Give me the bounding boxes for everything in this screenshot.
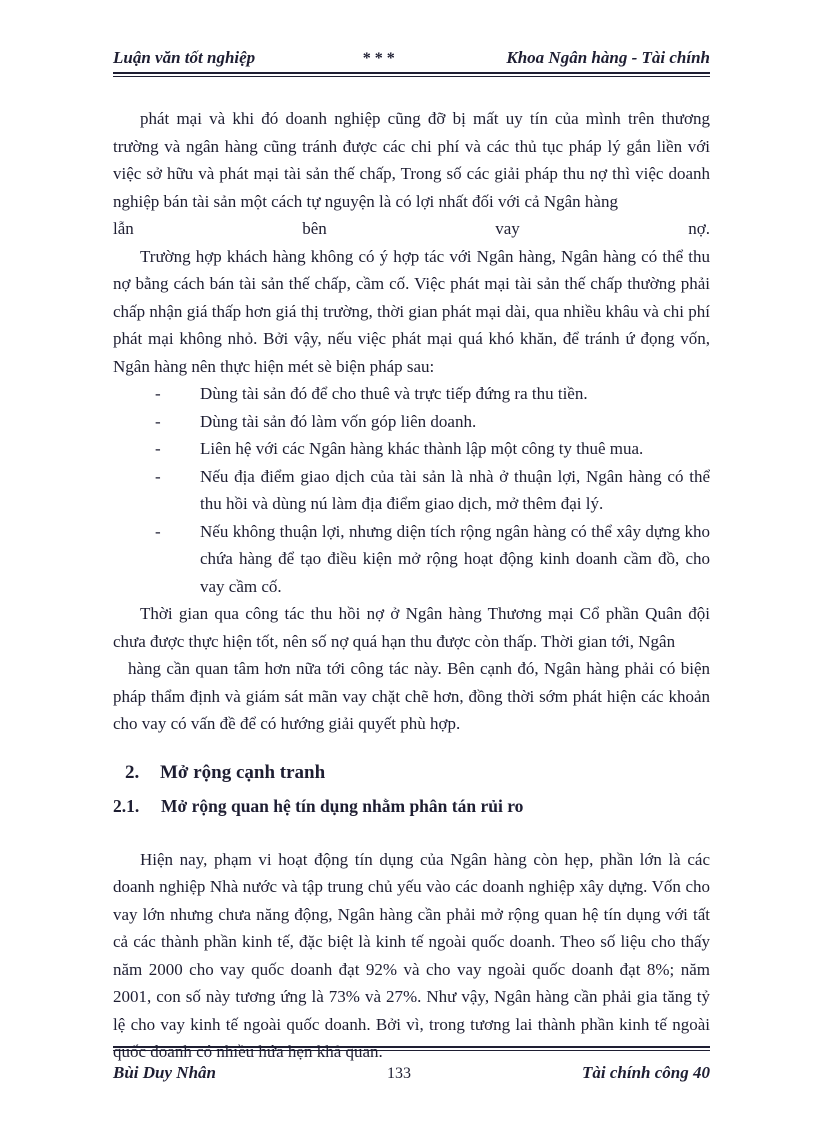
section-heading-2 — [113, 758, 710, 788]
measures-list — [113, 380, 710, 600]
word: vay — [495, 219, 520, 238]
subsection-heading-2-1 — [113, 792, 710, 820]
paragraph-1-justified-last-line — [113, 215, 710, 243]
page-body — [113, 105, 710, 1066]
list-item-text: Dùng tài sản đó để cho thuê và trực tiếp đứng ra thu tiền. — [200, 384, 588, 403]
word: bên — [302, 219, 327, 238]
paragraph-4: Hiện nay, phạm vi hoạt động tín dụng của Ngân hàng còn hẹp, phần lớn là các doanh nghiệp Nhà nước và tập trung chủ yếu vào các doanh nghiệp xây dựng. Vốn cho vay lớn nhưng chưa năng động, Ngân hàng cần phải mở rộng quan hệ tín dụng với tất cả các thành phần kinh tế, đặc biệt là kinh tế ngoài quốc doanh. Theo số liệu cho thấy năm 2000 cho vay quốc doanh đạt 92% và cho vay ngoài quốc doanh đạt 8%; năm 2001, con số này tương ứng là 73% và 27%. Như vậy, Ngân hàng cần phải gia tăng tỷ lệ cho vay kinh tế ngoài quốc doanh. Bởi vì, trong tương lai thành phần kinh tế ngoài quốc doanh có nhiều hứa hẹn khả quan. — [113, 849, 710, 1061]
header-divider — [113, 72, 710, 77]
header-separator: *** — [362, 50, 399, 67]
list-item — [113, 380, 710, 408]
footer-course: Tài chính công 40 — [581, 1063, 710, 1082]
footer-author: Bùi Duy Nhân — [113, 1063, 216, 1082]
list-item-text: Dùng tài sản đó làm vốn góp liên doanh. — [200, 411, 477, 431]
list-item — [113, 518, 710, 601]
header-left-title: Luận văn tốt nghiệp — [113, 48, 256, 67]
list-item — [113, 463, 710, 518]
footer-page-number: 133 — [386, 1065, 411, 1082]
paragraph-3a: Thời gian qua công tác thu hồi nợ ở Ngân hàng Thương mại Cổ phần Quân đội chưa được thực hiện tốt, nên số nợ quá hạn thu được còn thấp. Thời gian tới, Ngân — [113, 604, 710, 651]
page-footer — [113, 1063, 710, 1083]
header-right-title: Khoa Ngân hàng - Tài chính — [506, 48, 710, 67]
footer-divider — [113, 1046, 710, 1051]
section-number: 2. — [125, 761, 140, 783]
word: lẫn — [113, 219, 134, 238]
dash-marker: - — [155, 521, 161, 541]
dash-marker: - — [155, 466, 161, 486]
paragraph-3b: hàng cần quan tâm hơn nữa tới công tác này. Bên cạnh đó, Ngân hàng phải có biện pháp thẩm định và giám sát mãn vay chặt chẽ hơn, đồng thời sớm phát hiện các khoản cho vay có vấn đề để có hướng giải quyết phù hợp. — [113, 659, 710, 733]
list-item — [113, 435, 710, 463]
paragraph-1: phát mại và khi đó doanh nghiệp cũng đỡ bị mất uy tín của mình trên thương trường và ngân hàng cũng tránh được các chi phí và các thủ tục pháp lý gắn liền với việc sở hữu và phát mại tài sản thế chấp, Trong số các giải pháp thu nợ thì việc doanh nghiệp bán tài sản một cách tự nguyện là có lợi nhất đối với cả Ngân hàng — [113, 109, 710, 211]
list-item-text: Nếu không thuận lợi, nhưng diện tích rộng ngân hàng có thể xây dựng kho chứa hàng để tạo điều kiện mở rộng hoạt động kinh doanh cầm đồ, cho vay cầm cố. — [200, 521, 710, 596]
page-header — [113, 48, 710, 68]
list-item — [113, 408, 710, 436]
list-item-text: Liên hệ với các Ngân hàng khác thành lập một công ty thuê mua. — [200, 439, 644, 458]
list-item-text: Nếu địa điểm giao dịch của tài sản là nhà ở thuận lợi, Ngân hàng có thể thu hồi và dùng nú làm địa điểm giao dịch, mở thêm đại lý. — [200, 466, 710, 513]
paragraph-2: Trường hợp khách hàng không có ý hợp tác với Ngân hàng, Ngân hàng có thể thu nợ bằng cách bán tài sản thế chấp, cầm cố. Việc phát mại tài sản thế chấp thường phải chấp nhận giá thấp hơn giá thị trường, thời gian phát mại dài, qua nhiều khâu và chi phí phát mại không nhỏ. Bởi vậy, nếu việc phát mại quá khó khăn, để tránh ứ đọng vốn, Ngân hàng nên thực hiện mét sè biện pháp sau: — [113, 246, 710, 376]
subsection-number: 2.1. — [113, 795, 140, 816]
dash-marker: - — [155, 411, 161, 431]
dash-marker: - — [155, 439, 161, 458]
section-title: Mở rộng cạnh tranh — [160, 761, 326, 783]
word: nợ. — [688, 219, 710, 238]
dash-marker: - — [155, 384, 161, 403]
subsection-title: Mở rộng quan hệ tín dụng nhằm phân tán rủi ro — [161, 795, 524, 816]
